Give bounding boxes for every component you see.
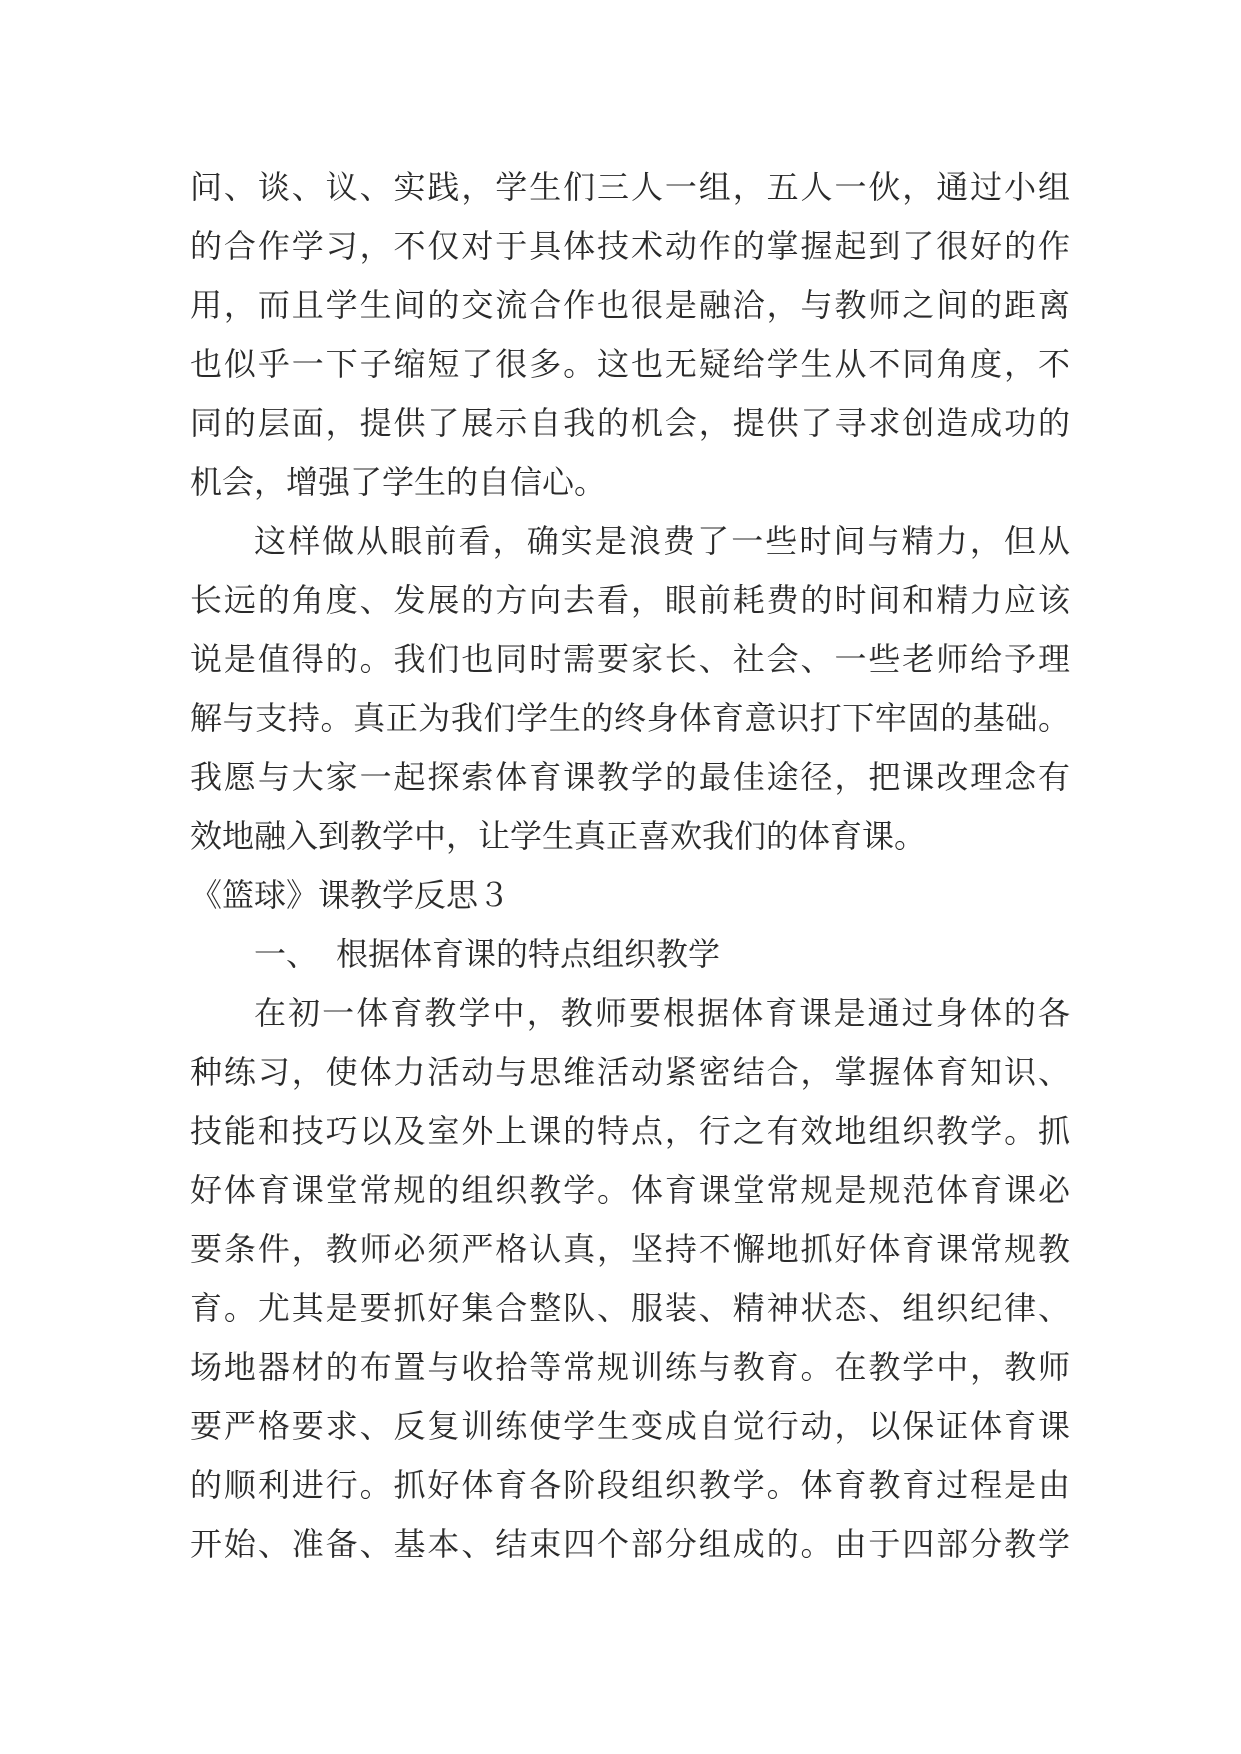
text-line: 开始、准备、基本、结束四个部分组成的。由于四部分教学 [190,1525,1070,1563]
text-line: 问、谈、议、实践，学生们三人一组，五人一伙，通过小组 [190,168,1070,206]
text-line: 的合作学习，不仅对于具体技术动作的掌握起到了很好的作 [190,227,1070,265]
text-line: 机会，增强了学生的自信心。 [190,463,607,501]
text-line: 效地融入到教学中，让学生真正喜欢我们的体育课。 [190,817,927,855]
text-line: 好体育课堂常规的组织教学。体育课堂常规是规范体育课必 [190,1171,1070,1209]
text-line: 解与支持。真正为我们学生的终身体育意识打下牢固的基础。 [190,699,1070,737]
document-page [190,158,1070,1574]
paragraph-continued [190,158,1070,512]
subheading-number: 一、 [254,935,319,973]
text-line: 这样做从眼前看，确实是浪费了一些时间与精力，但从 [254,522,1070,560]
text-line: 长远的角度、发展的方向去看，眼前耗费的时间和精力应该 [190,581,1070,619]
text-line: 用，而且学生间的交流合作也很是融洽，与教师之间的距离 [190,286,1070,324]
text-line: 同的层面，提供了展示自我的机会，提供了寻求创造成功的 [190,404,1070,442]
subheading-text: 根据体育课的特点组织教学 [336,935,721,973]
text-line: 要严格要求、反复训练使学生变成自觉行动，以保证体育课 [190,1407,1070,1445]
paragraph-conclusion [190,512,1070,866]
text-line: 要条件，教师必须严格认真，坚持不懈地抓好体育课常规教 [190,1230,1070,1268]
paragraph-organization [190,984,1070,1574]
text-line: 技能和技巧以及室外上课的特点，行之有效地组织教学。抓 [190,1112,1070,1150]
text-line: 育。尤其是要抓好集合整队、服装、精神状态、组织纪律、 [190,1289,1070,1327]
text-line: 说是值得的。我们也同时需要家长、社会、一些老师给予理 [190,640,1070,678]
text-line: 的顺利进行。抓好体育各阶段组织教学。体育教育过程是由 [190,1466,1070,1504]
text-line: 我愿与大家一起探索体育课教学的最佳途径，把课改理念有 [190,758,1070,796]
section-title: 《篮球》课教学反思３ [190,876,511,914]
text-line: 种练习，使体力活动与思维活动紧密结合，掌握体育知识、 [190,1053,1070,1091]
text-line: 在初一体育教学中，教师要根据体育课是通过身体的各 [254,994,1070,1032]
text-line: 场地器材的布置与收拾等常规训练与教育。在教学中，教师 [190,1348,1070,1386]
subheading [190,925,1070,984]
text-line: 也似乎一下子缩短了很多。这也无疑给学生从不同角度，不 [190,345,1070,383]
